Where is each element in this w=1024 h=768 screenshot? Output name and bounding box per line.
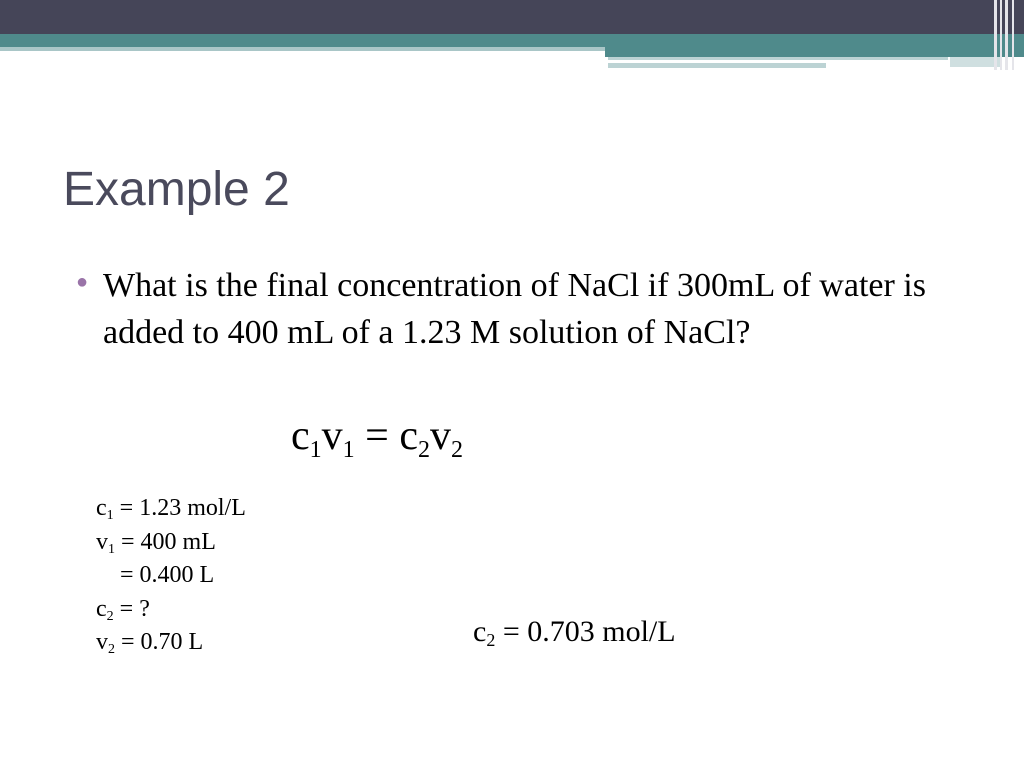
given-value: = 0.70 L [115, 629, 204, 655]
answer [473, 615, 676, 651]
header-teal-band [0, 34, 1024, 47]
given-values [96, 492, 246, 660]
header-vertical-stripes [994, 0, 1024, 70]
given-value: = ? [113, 595, 150, 622]
formula-equals: = [354, 413, 400, 459]
given-line [96, 526, 246, 560]
formula-symbol: c [291, 413, 310, 459]
formula-subscript: 2 [451, 437, 463, 463]
formula-subscript: 2 [418, 437, 430, 463]
header-light-strip [608, 57, 948, 60]
answer-symbol: c [473, 615, 487, 648]
given-subscript: 2 [108, 642, 115, 657]
given-value: = 400 mL [115, 528, 216, 555]
slide-title: Example 2 [63, 163, 290, 216]
header-teal-block [605, 47, 1024, 57]
header-dark-band [0, 0, 1024, 34]
given-line [96, 626, 246, 660]
given-line [96, 492, 246, 526]
given-symbol: v [96, 528, 108, 555]
question-text: What is the final concentration of NaCl if 300mL of water is added to 400 mL of a 1.23 M solution of NaCl? [103, 267, 926, 351]
dilution-formula [291, 412, 463, 464]
given-line [96, 593, 246, 627]
given-subscript: 1 [106, 508, 114, 523]
given-line [96, 559, 246, 593]
given-value: = 1.23 mol/L [113, 495, 246, 521]
formula-symbol: v [430, 413, 451, 459]
formula-symbol: v [321, 413, 343, 459]
bullet-icon: ● [76, 271, 89, 293]
given-symbol: c [96, 595, 107, 622]
given-subscript: 1 [108, 541, 115, 557]
given-symbol: c [96, 495, 107, 521]
formula-subscript: 1 [342, 437, 355, 463]
formula-symbol: c [399, 413, 418, 459]
header-light-strip [0, 47, 605, 51]
answer-value: = 0.703 mol/L [495, 615, 676, 648]
given-subscript: 2 [106, 608, 114, 624]
answer-subscript: 2 [486, 630, 496, 650]
header-light-strip [608, 63, 826, 68]
given-symbol: v [96, 629, 108, 655]
given-value: = 0.400 L [96, 562, 215, 588]
formula-subscript: 1 [309, 437, 322, 463]
